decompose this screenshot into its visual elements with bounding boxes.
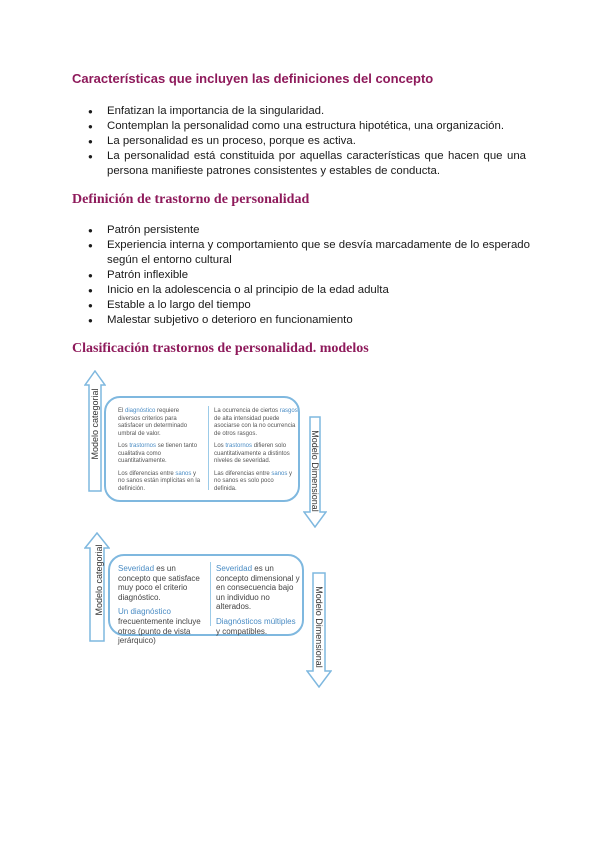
caracteristicas-list <box>88 104 526 179</box>
categorial-column <box>118 564 206 651</box>
diagram-text: requiere diversos criterios para satisfacer un determinado umbral de valor. <box>118 408 188 437</box>
list-item: ● La personalidad está constituida por aquellas características que hacen que una persona manifieste patrones consistentes y estables de conducta. <box>88 149 526 179</box>
highlighted-term: diagnóstico <box>125 408 156 414</box>
list-item: ● Malestar subjetivo o deterioro en funcionamiento <box>88 313 538 328</box>
list-item: ● Estable a lo largo del tiempo <box>88 298 538 313</box>
diagram-paragraph <box>118 408 202 438</box>
highlighted-term: Severidad <box>216 564 253 573</box>
diagram-text: Los <box>214 443 226 449</box>
diagram-text: Las diferencias entre <box>214 470 272 477</box>
section-title-definicion: Definición de trastorno de personalidad <box>72 192 310 207</box>
diagram-text: y no sanos están implícitas en la definición. <box>118 470 201 492</box>
list-item: ● La personalidad es un proceso, porque es activa. <box>88 134 526 149</box>
diagram-text: y no sanos es solo poco definida. <box>214 470 293 492</box>
diagram-paragraph <box>216 617 300 636</box>
diagram-text: y compatibles. <box>216 626 268 636</box>
list-item: ● Patrón inflexible <box>88 268 538 283</box>
modelo-categorial-label: Modelo categorial <box>90 388 100 460</box>
diagram-paragraph <box>216 564 300 612</box>
dimensional-column <box>216 564 300 641</box>
diagram-text: es un concepto dimensional y en consecuencia bajo un individuo no alterados. <box>216 564 300 612</box>
section-title-caracteristicas: Características que incluyen las definiciones del concepto <box>72 71 434 86</box>
diagram-paragraph <box>214 408 298 438</box>
list-item: ● Patrón persistente <box>88 223 538 238</box>
definicion-list <box>88 223 538 328</box>
modelo-categorial-label: Modelo categorial <box>94 544 104 616</box>
highlighted-term: Un diagnóstico <box>118 607 171 617</box>
diagram-text: de alta intensidad puede asociarse con la no ocurrencia de otros rasgos. <box>214 415 296 437</box>
list-item: ● Contemplan la personalidad como una estructura hipotética, una organización. <box>88 119 526 134</box>
section-title-clasificacion: Clasificación trastornos de personalidad. modelos <box>72 341 369 356</box>
diagram-text: difieren solo cuantitativamente a distintos niveles de severidad. <box>214 443 290 464</box>
highlighted-term: trastornos <box>129 443 157 449</box>
diagram-text: El <box>118 408 126 414</box>
diagram-text: se tienen tanto cualitativa como cuantitativamente. <box>118 443 198 464</box>
highlighted-term: trastornos <box>225 443 253 449</box>
diagram-paragraph <box>214 443 298 466</box>
dimensional-column <box>214 408 298 498</box>
highlighted-term: sanos <box>175 470 192 477</box>
diagram-text: Los diferencias entre <box>118 470 176 477</box>
highlighted-term: Severidad <box>118 564 155 573</box>
list-item: ● Inicio en la adolescencia o al principio de la edad adulta <box>88 283 538 298</box>
modelo-dimensional-label: Modelo Dimensional <box>310 430 320 512</box>
diagram-paragraph <box>118 607 206 645</box>
list-item: ● Experiencia interna y comportamiento que se desvía marcadamente de lo esperado según el entorno cultural <box>88 238 538 268</box>
modelo-dimensional-label: Modelo Dimensional <box>314 586 324 668</box>
panel-divider <box>210 562 211 626</box>
list-item: ● Enfatizan la importancia de la singularidad. <box>88 104 526 119</box>
diagram-paragraph <box>118 443 202 466</box>
diagram-text: La ocurrencia de ciertos <box>214 408 280 414</box>
diagram-paragraph <box>214 471 298 494</box>
diagram-paragraph <box>118 564 206 602</box>
diagram-text: es un concepto que satisface muy poco el criterio diagnóstico. <box>118 564 200 602</box>
categorial-column <box>118 408 202 498</box>
panel-divider <box>208 406 209 490</box>
highlighted-term: Diagnósticos múltiples <box>216 616 296 626</box>
diagram-paragraph <box>118 471 202 494</box>
highlighted-term: sanos <box>271 470 288 477</box>
diagram-text: frecuentemente incluye otros (punto de vista jerárquico) <box>118 616 201 646</box>
diagram-text: Los <box>118 443 130 449</box>
highlighted-term: rasgos <box>279 408 298 414</box>
